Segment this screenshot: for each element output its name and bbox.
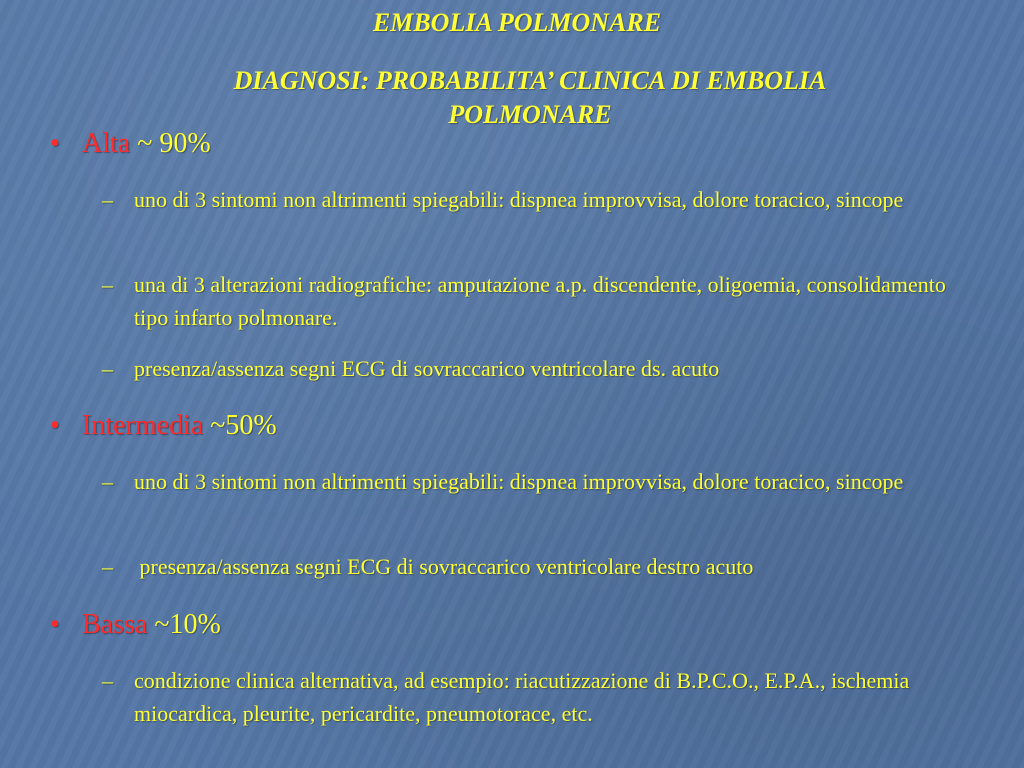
sub-item-text: una di 3 alterazioni radiografiche: amputazione a.p. discendente, oligoemia, consolidamento tipo infarto polmonare.	[134, 272, 946, 330]
dash-icon: –	[102, 668, 113, 693]
slide-title: EMBOLIA POLMONARE	[372, 8, 662, 37]
slide-subtitle: DIAGNOSI: PROBABILITA’ CLINICA DI EMBOLIA POLMONARE	[233, 66, 827, 129]
level-percent: ~ 90%	[137, 128, 211, 159]
bullet-icon: •	[50, 609, 60, 640]
bullet-icon: •	[50, 410, 60, 441]
sub-item-text: uno di 3 sintomi non altrimenti spiegabili: dispnea improvvisa, dolore toracico, sincope	[134, 469, 904, 494]
sub-item-text: condizione clinica alternativa, ad esempio: riacutizzazione di B.P.C.O., E.P.A., ischemia miocardica, pleurite, pericardite, pneumotorace, etc.	[134, 668, 910, 726]
sub-item-text: presenza/assenza segni ECG di sovraccarico ventricolare destro acuto	[134, 554, 754, 579]
bullet-alta	[50, 128, 211, 160]
sub-item	[102, 183, 952, 216]
level-label: Alta	[82, 128, 131, 159]
sub-item	[102, 550, 952, 583]
level-percent: ~10%	[154, 609, 221, 640]
level-label: Intermedia	[82, 410, 204, 441]
sub-item-text: uno di 3 sintomi non altrimenti spiegabili: dispnea improvvisa, dolore toracico, sincope	[134, 187, 904, 212]
sub-item	[102, 465, 952, 498]
dash-icon: –	[102, 554, 113, 579]
dash-icon: –	[102, 272, 113, 297]
level-label: Bassa	[82, 609, 148, 640]
dash-icon: –	[102, 356, 113, 381]
bullet-intermedia	[50, 410, 277, 442]
bullet-bassa	[50, 609, 221, 641]
sub-item	[102, 664, 952, 730]
dash-icon: –	[102, 469, 113, 494]
level-percent: ~50%	[210, 410, 277, 441]
sub-item-text: presenza/assenza segni ECG di sovraccarico ventricolare ds. acuto	[134, 356, 720, 381]
sub-item	[102, 352, 952, 385]
bullet-icon: •	[50, 128, 60, 159]
sub-item	[102, 268, 952, 334]
dash-icon: –	[102, 187, 113, 212]
